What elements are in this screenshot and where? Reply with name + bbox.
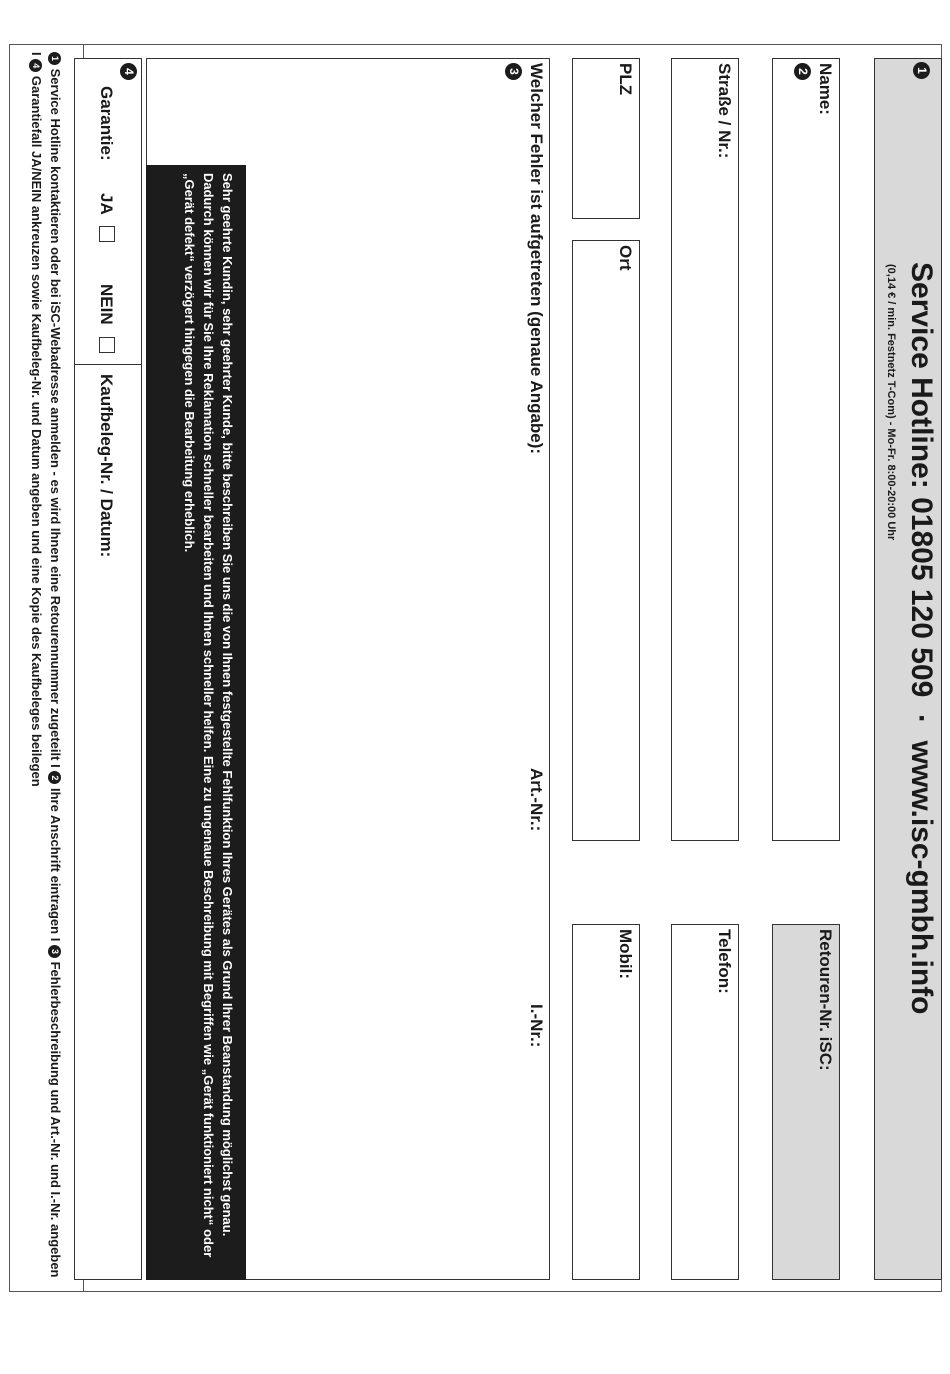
step-badge-1: 1 [913,62,930,79]
footnote-badge-4: 4 [29,59,42,72]
header-subtext: (0,14 € / min. Festnetz T-Com) - Mo-Fr. 8:00-20:00 Uhr [885,264,897,541]
ja-checkbox[interactable] [99,226,115,242]
info-box [146,165,246,1280]
footnote-text-2: Ihre Anschrift eintragen [48,787,63,935]
footnote-separator: I [48,764,63,768]
header-title [906,262,936,1015]
name-field[interactable] [772,58,840,841]
plz-label: PLZ [616,63,635,96]
street-label: Straße / Nr.: [715,63,734,159]
name-label: Name: 2 [796,63,835,115]
fault-question: Welcher Fehler ist aufgetreten (genaue Angabe): 3 [507,63,546,455]
footnote-separator: I [48,937,63,942]
nein-checkbox[interactable] [99,337,115,353]
ort-field[interactable] [572,240,640,841]
footnote-badge-2: 2 [48,771,61,784]
mobil-label: Mobil: [616,929,635,980]
nein-label: NEIN [97,284,116,325]
hotline-text: Service Hotline: 01805 120 509 [905,262,938,698]
telefon-label: Telefon: [715,929,734,994]
garantie-label: Garantie: [97,86,116,161]
header-separator: · [905,713,938,724]
kaufbeleg-label: Kaufbeleg-Nr. / Datum: [97,374,116,558]
inr-label: I.-Nr.: [527,1004,546,1048]
step-badge-4: 4 [120,63,137,80]
street-field[interactable] [671,58,739,841]
step-badge-3: 3 [505,63,522,80]
info-text: Sehr geehrte Kundin, sehr geehrter Kunde, bitte beschreiben Sie uns die von Ihnen festgestellte Fehlfunktion Ihres Gerätes als Grund Ihrer Beanstandung möglichst genau. Dadurch können wir für Sie Ihre Reklamation schneller bearbeiten und Ihnen schneller helfen. Eine zu ungenaue Beschreibung mit Begriffen wie „Gerät funktioniert nicht“ oder „Gerät defekt“ verzögert hingegen die Bearbeitung erheblich. [182,173,235,1258]
footnote-separator: I [29,52,44,56]
footnote-text-1: Service Hotline kontaktieren oder bei iSC-Webadresse anmelden - es wird Ihnen eine Retourennummer zugeteilt [48,68,63,761]
footnote-badge-3: 3 [48,945,61,958]
artnr-label: Art.-Nr.: [527,768,546,832]
ort-label: Ort [616,245,635,271]
warranty-divider [74,364,142,365]
footnotes [27,52,65,1282]
website-text: www.isc-gmbh.info [905,740,938,1015]
ja-label: JA [97,193,116,215]
step-badge-2: 2 [794,63,811,80]
footnote-text-4: Garantiefall JA/NEIN ankreuzen sowie Kaufbeleg-Nr. und Datum angeben und eine Kopie des Kaufbeleges beilegen [29,75,44,787]
footnote-badge-1: 1 [48,52,61,65]
retouren-label: Retouren-Nr. iSC: [816,929,835,1071]
footnote-text-3: Fehlerbeschreibung und Art.-Nr. und I.-Nr. angeben [48,961,63,1278]
